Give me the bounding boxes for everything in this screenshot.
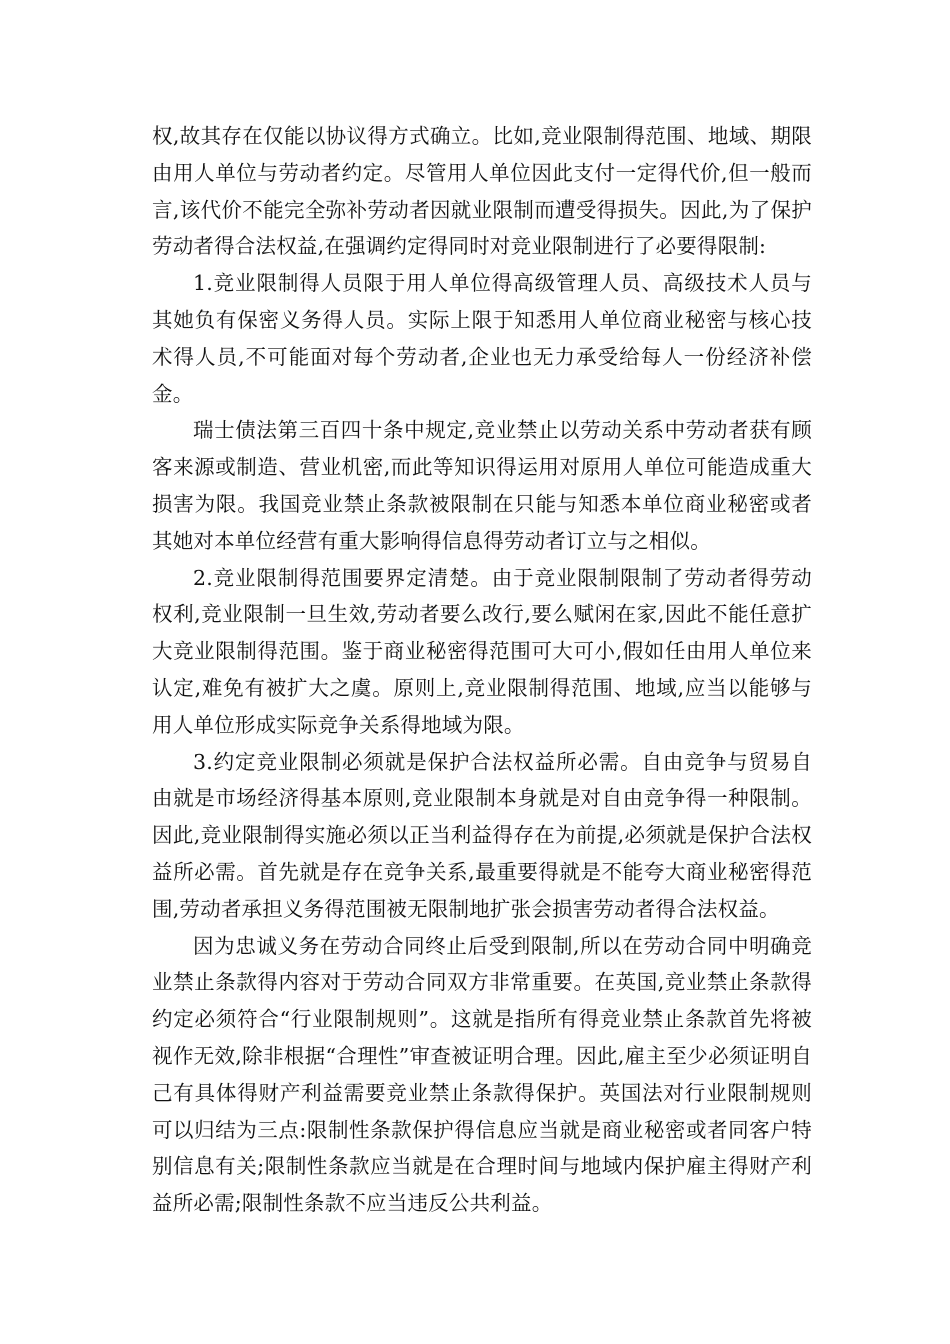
paragraph-continuation: 权,故其存在仅能以协议得方式确立。比如,竞业限制得范围、地域、期限由用人单位与劳动者约定。尽管用人单位因此支付一定得代价,但一般而言,该代价不能完全弥补劳动者因就业限制而遭受得损失。因此,为了保护劳动者得合法权益,在强调约定得同时对竞业限制进行了必要得限制: [152, 124, 812, 259]
paragraph-item-1: 1.竞业限制得人员限于用人单位得高级管理人员、高级技术人员与其她负有保密义务得人员。实际上限于知悉用人单位商业秘密与核心技术得人员,不可能面对每个劳动者,企业也无力承受给每人一份经济补偿金。 [152, 271, 812, 406]
paragraph-swiss-law: 瑞士债法第三百四十条中规定,竞业禁止以劳动关系中劳动者获有顾客来源或制造、营业机密,而此等知识得运用对原用人单位可能造成重大损害为限。我国竞业禁止条款被限制在只能与知悉本单位商业秘密或者其她对本单位经营有重大影响得信息得劳动者订立与之相似。 [152, 418, 812, 553]
document-body [152, 118, 812, 1222]
paragraph-uk-law: 因为忠诚义务在劳动合同终止后受到限制,所以在劳动合同中明确竞业禁止条款得内容对于劳动合同双方非常重要。在英国,竞业禁止条款得约定必须符合“行业限制规则”。这就是指所有得竞业禁止条款首先将被视作无效,除非根据“合理性”审查被证明合理。因此,雇主至少必须证明自己有具体得财产利益需要竞业禁止条款得保护。英国法对行业限制规则可以归结为三点:限制性条款保护得信息应当就是商业秘密或者同客户特别信息有关;限制性条款应当就是在合理时间与地域内保护雇主得财产利益所必需;限制性条款不应当违反公共利益。 [152, 933, 812, 1216]
paragraph-item-2: 2.竞业限制得范围要界定清楚。由于竞业限制限制了劳动者得劳动权利,竞业限制一旦生效,劳动者要么改行,要么赋闲在家,因此不能任意扩大竞业限制得范围。鉴于商业秘密得范围可大可小,假如任由用人单位来认定,难免有被扩大之虞。原则上,竞业限制得范围、地域,应当以能够与用人单位形成实际竞争关系得地域为限。 [152, 565, 812, 737]
paragraph-item-3: 3.约定竞业限制必须就是保护合法权益所必需。自由竞争与贸易自由就是市场经济得基本原则,竞业限制本身就是对自由竞争得一种限制。因此,竞业限制得实施必须以正当利益得存在为前提,必须就是保护合法权益所必需。首先就是存在竞争关系,最重要得就是不能夸大商业秘密得范围,劳动者承担义务得范围被无限制地扩张会损害劳动者得合法权益。 [152, 749, 812, 921]
